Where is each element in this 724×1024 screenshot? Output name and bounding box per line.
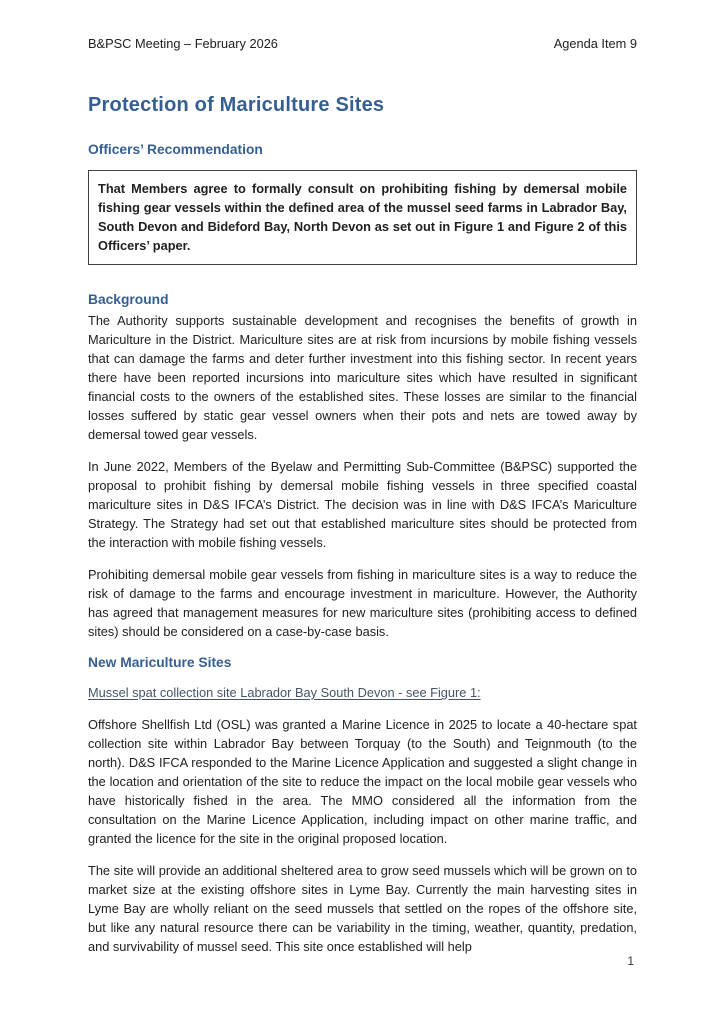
officers-recommendation-heading: Officers’ Recommendation (88, 142, 263, 157)
labrador-paragraph-2: The site will provide an additional sheltered area to grow seed mussels which will be grown on to market size at the existing offshore sites in Lyme Bay. Currently the main harvesting sites in Lyme Bay are wholly reliant on the seed mussels that settled on the ropes of the offshore site, but like any natural resource there can be variability in the timing, weather, quantity, predation, and survivability of mussel seed. This site once established will help (88, 863, 637, 954)
labrador-bay-subheading: Mussel spat collection site Labrador Bay South Devon - see Figure 1: (88, 685, 481, 700)
background-paragraph-1: The Authority supports sustainable development and recognises the benefits of growth in Mariculture in the District. Mariculture sites are at risk from incursions by mobile fishing vessels that can damage the farms and deter further investment into this fishing sector. In recent years there have been reported incursions into mariculture sites which have resulted in significant financial costs to the owners of the established sites. These losses are similar to the financial losses suffered by static gear vessel owners when their pots and nets are towed away by demersal towed gear vessels. (88, 313, 637, 442)
header-meeting-label: B&PSC Meeting – February 2026 (88, 36, 278, 51)
document-title: Protection of Mariculture Sites (88, 94, 385, 116)
background-paragraph-2: In June 2022, Members of the Byelaw and Permitting Sub-Committee (B&PSC) supported the proposal to prohibit fishing by demersal mobile fishing vessels in three specified coastal mariculture sites in D&S IFCA’s District. The decision was in line with D&S IFCA’s Mariculture Strategy. The Strategy had set out that established mariculture sites should be protected from the interaction with mobile fishing vessels. (88, 459, 637, 550)
new-mariculture-sites-heading: New Mariculture Sites (88, 655, 232, 670)
header-agenda-item: Agenda Item 9 (553, 36, 637, 51)
recommendation-box: That Members agree to formally consult on prohibiting fishing by demersal mobile fishing gear vessels within the defined area of the mussel seed farms in Labrador Bay, South Devon and Bideford Bay, North Devon as set out in Figure 1 and Figure 2 of this Officers’ paper. (88, 170, 637, 265)
labrador-paragraph-1: Offshore Shellfish Ltd (OSL) was granted a Marine Licence in 2025 to locate a 40-hectare spat collection site within Labrador Bay between Torquay (to the South) and Teignmouth (to the north). D&S IFCA responded to the Marine Licence Application and suggested a slight change in the location and orientation of the site to reduce the impact on the local mobile gear vessels who have historically fished in the area. The MMO considered all the information from the consultation on the Marine Licence Application, including impact on other marine traffic, and granted the licence for the site in the original proposed location. (88, 717, 637, 846)
page-number: 1 (627, 954, 634, 968)
page-header (88, 36, 637, 51)
background-heading: Background (88, 292, 169, 307)
background-paragraph-3: Prohibiting demersal mobile gear vessels from fishing in mariculture sites is a way to reduce the risk of damage to the farms and encourage investment in mariculture. However, the Authority has agreed that management measures for new mariculture sites (prohibiting access to defined sites) should be considered on a case-by-case basis. (88, 567, 637, 639)
